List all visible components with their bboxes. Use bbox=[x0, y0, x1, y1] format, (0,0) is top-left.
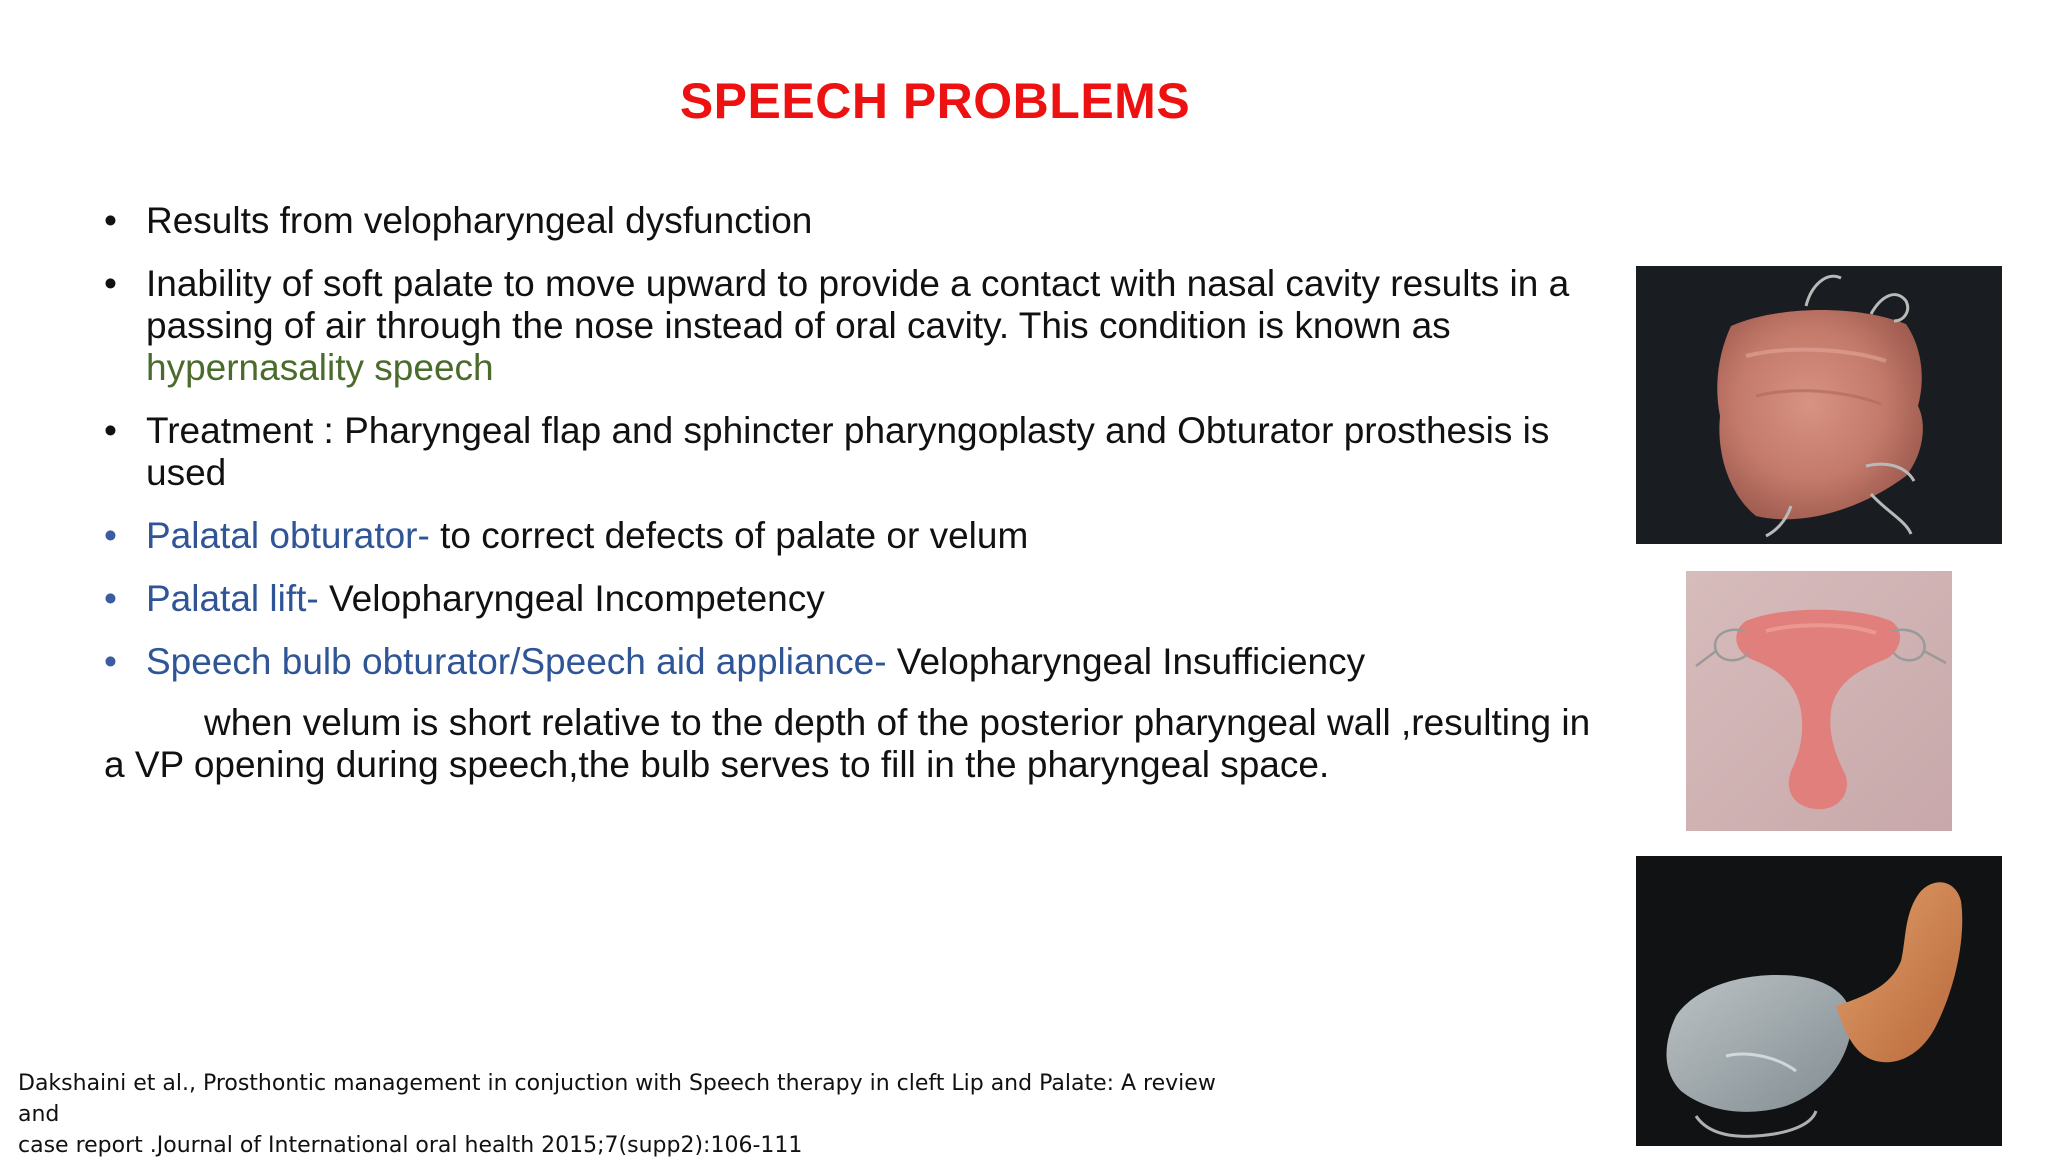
bullet-item bbox=[104, 410, 1604, 494]
slide-title: SPEECH PROBLEMS bbox=[679, 73, 1191, 129]
reference-citation bbox=[18, 1068, 1258, 1161]
bullet-glyph: • bbox=[104, 515, 117, 556]
bullet-glyph: • bbox=[104, 578, 117, 619]
bullet-list bbox=[104, 200, 1604, 786]
bullet-glyph: • bbox=[104, 200, 117, 241]
bullet-text: Results from velopharyngeal dysfunction bbox=[146, 200, 813, 241]
explanation-paragraph: when velum is short relative to the depth of the posterior pharyngeal wall ,resulting in a VP opening during speech,the bulb serves to fill in the pharyngeal space. bbox=[104, 702, 1591, 785]
bullet-text: to correct defects of palate or velum bbox=[429, 515, 1029, 556]
bullet-item bbox=[104, 641, 1604, 683]
reference-line: Dakshaini et al., Prosthontic management in conjuction with Speech therapy in cleft Lip and Palate: A review and bbox=[18, 1071, 1216, 1127]
bullet-term: Palatal lift- bbox=[146, 578, 319, 619]
palatal-obturator-photo bbox=[1636, 266, 2002, 544]
bullet-highlight: hypernasality speech bbox=[146, 347, 494, 388]
palatal-lift-photo bbox=[1686, 571, 1952, 831]
bullet-glyph: • bbox=[104, 263, 117, 304]
bullet-text: Inability of soft palate to move upward to provide a contact with nasal cavity results in a passing of air through the nose instead of oral cavity. This condition is known as bbox=[146, 263, 1570, 346]
bullet-glyph: • bbox=[104, 410, 117, 451]
palatal-lift-illustration bbox=[1686, 571, 1952, 831]
bullet-item bbox=[104, 578, 1604, 620]
bullet-item bbox=[104, 200, 1604, 242]
bullet-glyph: • bbox=[104, 641, 117, 682]
speech-bulb-obturator-illustration bbox=[1636, 856, 2002, 1146]
bullet-item bbox=[104, 263, 1604, 389]
bullet-text: Velopharyngeal Incompetency bbox=[318, 578, 825, 619]
bullet-text: Velopharyngeal Insufficiency bbox=[886, 641, 1366, 682]
bullet-term: Palatal obturator- bbox=[146, 515, 430, 556]
palatal-obturator-illustration bbox=[1636, 266, 2002, 544]
speech-bulb-obturator-photo bbox=[1636, 856, 2002, 1146]
reference-line: case report .Journal of International oral health 2015;7(supp2):106-111 bbox=[18, 1133, 803, 1158]
bullet-text: Treatment : Pharyngeal flap and sphincter pharyngoplasty and Obturator prosthesis is used bbox=[146, 410, 1550, 493]
bullet-term: Speech bulb obturator/Speech aid appliance- bbox=[146, 641, 887, 682]
bullet-item bbox=[104, 515, 1604, 557]
